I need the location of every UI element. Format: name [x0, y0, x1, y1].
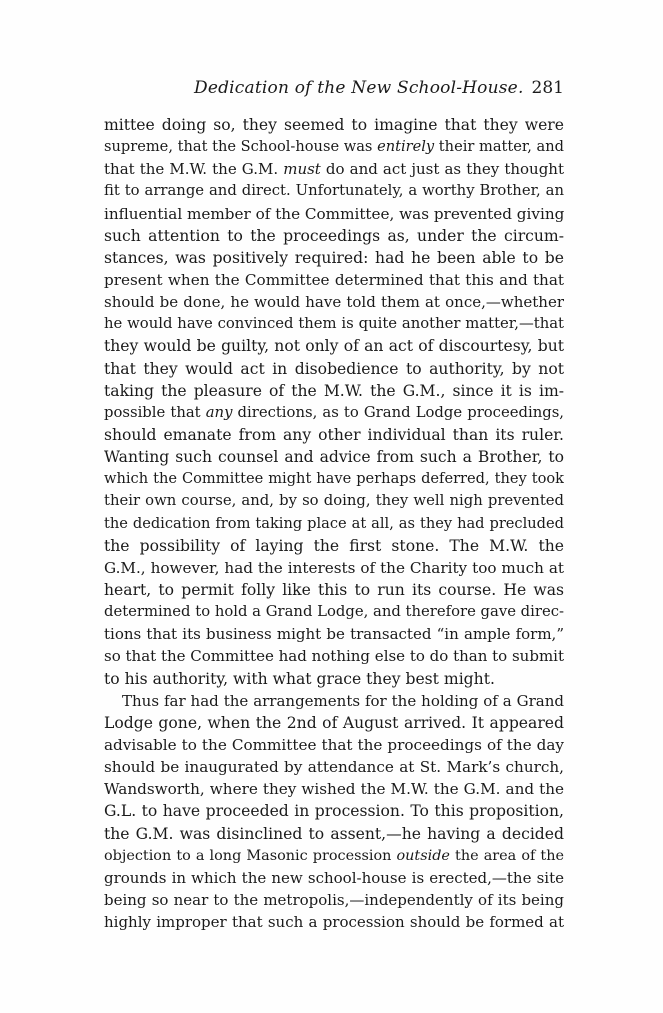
text-line [104, 845, 564, 867]
line-text: G.M., however, had the interests of the Charity too much at [104, 558, 564, 577]
line-text: should emanate from any other individual than its ruler. [104, 425, 564, 444]
line-text: Thus far had the arrangements for the holding of a Grand [122, 691, 564, 710]
line-text: so that the Committee had nothing else to do than to submit [104, 647, 564, 666]
text-line [104, 823, 564, 845]
text-line [104, 690, 564, 712]
text-line [104, 158, 564, 180]
text-line [104, 136, 564, 158]
text-line [104, 513, 564, 535]
line-text: directions, as to Grand Lodge proceedings, [232, 403, 564, 421]
line-text: Wandsworth, where they wished the M.W. the G.M. and the [104, 780, 564, 799]
text-line [104, 335, 564, 357]
line-text: possible that [104, 403, 206, 421]
line-text: tions that its business might be transacted “in ample form,” [104, 625, 564, 644]
line-text: which the Committee might have perhaps deferred, they took [104, 470, 564, 488]
line-text: being so near to the metropolis,—independently of its being [104, 890, 564, 909]
line-text: Lodge gone, when the 2nd of August arrived. It appeared [104, 713, 564, 732]
line-text: influential member of the Committee, was prevented giving [104, 204, 564, 223]
running-head [104, 78, 564, 104]
running-title: Dedication of the New School-House. [194, 78, 524, 98]
text-line [104, 358, 564, 380]
line-text: the G.M. was disinclined to assent,—he having a decided [104, 824, 564, 843]
line-text: G.L. to have proceeded in procession. To this proposition, [104, 802, 564, 821]
text-line [104, 867, 564, 889]
line-text: they would be guilty, not only of an act of discourtesy, but [104, 337, 564, 356]
text-line [104, 269, 564, 291]
text-line [104, 623, 564, 645]
line-text: objection to a long Masonic procession [104, 847, 397, 864]
emphasis-text: any [205, 403, 233, 421]
text-line [104, 579, 564, 601]
text-line [104, 535, 564, 557]
text-line [104, 734, 564, 756]
text-line [104, 756, 564, 778]
text-line [104, 712, 564, 734]
text-line [104, 601, 564, 623]
text-line [104, 291, 564, 313]
line-text: the dedication from taking place at all, as they had precluded [104, 514, 564, 532]
line-text: that the M.W. the G.M. [104, 160, 284, 179]
text-line [104, 889, 564, 911]
line-text: he would have convinced them is quite another matter,—that [104, 315, 564, 333]
line-text: should be inaugurated by attendance at St. Mark’s church, [104, 758, 564, 777]
text-line [104, 911, 564, 933]
line-text: the possibility of laying the first stone. The M.W. the [104, 536, 564, 555]
body-text [104, 114, 564, 933]
text-line [104, 668, 564, 690]
text-line [104, 247, 564, 269]
text-line [104, 203, 564, 225]
emphasis-text: must [283, 160, 321, 179]
page-number: 281 [531, 78, 564, 98]
text-line [104, 778, 564, 800]
line-text: their matter, and [434, 138, 564, 156]
line-text: advisable to the Committee that the proceedings of the day [104, 735, 564, 754]
text-line [104, 180, 564, 202]
line-text: highly improper that such a procession should be formed at [104, 913, 564, 932]
line-text: Wanting such counsel and advice from such a Brother, to [104, 448, 564, 467]
text-line [104, 468, 564, 490]
text-line [104, 490, 564, 512]
line-text: such attention to the proceedings as, under the circum- [104, 226, 564, 245]
text-line [104, 402, 564, 424]
text-line [104, 380, 564, 402]
line-text: grounds in which the new school-house is erected,—the site [104, 868, 564, 887]
line-text: their own course, and, by so doing, they well nigh prevented [104, 492, 564, 510]
text-line [104, 800, 564, 822]
line-text: do and act just as they thought [320, 160, 564, 179]
line-text: the area of the [449, 847, 564, 864]
line-text: stances, was positively required: had he been able to be [104, 248, 564, 267]
line-text: mittee doing so, they seemed to imagine that they were [104, 116, 564, 134]
emphasis-text: outside [396, 847, 450, 864]
text-line [104, 446, 564, 468]
line-text: taking the pleasure of the M.W. the G.M., since it is im- [104, 381, 564, 400]
text-line [104, 645, 564, 667]
line-text: that they would act in disobedience to authority, by not [104, 359, 564, 378]
line-text: should be done, he would have told them at once,—whether [104, 293, 564, 312]
line-text: supreme, that the School-house was [104, 138, 378, 156]
line-text: determined to hold a Grand Lodge, and therefore gave direc- [104, 603, 564, 621]
text-line [104, 424, 564, 446]
line-text: fit to arrange and direct. Unfortunately, a worthy Brother, an [104, 182, 564, 200]
line-text: to his authority, with what grace they best might. [104, 669, 495, 688]
line-text: heart, to permit folly like this to run its course. He was [104, 580, 564, 599]
text-line [104, 114, 564, 136]
text-line [104, 225, 564, 247]
text-line [104, 313, 564, 335]
emphasis-text: entirely [377, 138, 435, 156]
text-line [104, 557, 564, 579]
line-text: present when the Committee determined that this and that [104, 270, 564, 289]
